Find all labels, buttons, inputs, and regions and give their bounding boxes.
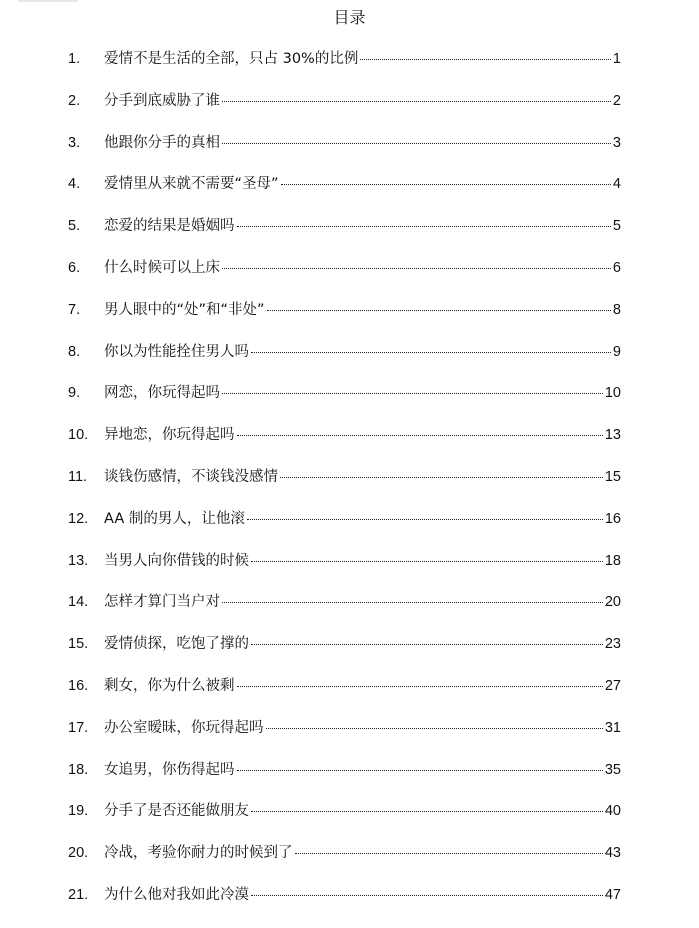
toc-dot-leader <box>222 268 611 269</box>
toc-entry-page-number: 13 <box>604 427 621 444</box>
toc-entry-title: 什么时候可以上床 <box>104 259 220 276</box>
toc-entry-number: 7. <box>68 301 81 318</box>
toc-entry-page-number: 16 <box>604 510 621 527</box>
toc-dot-leader <box>280 477 603 478</box>
toc-entry[interactable] <box>68 341 621 383</box>
toc-dot-leader <box>251 811 603 812</box>
toc-entry-number: 16. <box>68 677 89 694</box>
toc-entry[interactable] <box>68 382 621 424</box>
toc-dot-leader <box>222 143 611 144</box>
toc-dot-leader <box>237 770 603 771</box>
toc-entry-title: 剩女，你为什么被剩 <box>104 677 235 694</box>
toc-entry-page-number: 15 <box>604 468 621 485</box>
toc-entry-number: 8. <box>68 343 81 360</box>
toc-dot-leader <box>237 226 611 227</box>
toc-list <box>68 48 621 926</box>
toc-entry-number: 1. <box>68 51 81 67</box>
toc-entry-title: 为什么他对我如此冷漠 <box>104 886 249 903</box>
toc-entry-page-number: 20 <box>604 594 621 611</box>
toc-dot-leader <box>266 728 603 729</box>
toc-entry-page-number: 10 <box>604 385 621 402</box>
toc-entry[interactable] <box>68 884 621 926</box>
toc-entry-number: 17. <box>68 719 89 736</box>
toc-entry-title: 冷战，考验你耐力的时候到了 <box>104 845 293 862</box>
toc-entry-page-number: 4 <box>612 176 621 193</box>
toc-entry[interactable] <box>68 633 621 675</box>
toc-entry-number: 10. <box>68 427 89 444</box>
toc-entry-number: 4. <box>68 176 81 193</box>
toc-dot-leader <box>281 184 611 185</box>
toc-entry[interactable] <box>68 550 621 592</box>
toc-entry-page-number: 8 <box>612 301 621 318</box>
toc-entry[interactable] <box>68 591 621 633</box>
toc-dot-leader <box>360 59 611 60</box>
toc-entry[interactable] <box>68 257 621 299</box>
toc-entry-number: 2. <box>68 92 81 109</box>
toc-dot-leader <box>237 686 603 687</box>
toc-dot-leader <box>251 561 603 562</box>
toc-entry-page-number: 3 <box>612 134 621 151</box>
toc-dot-leader <box>222 393 603 394</box>
toc-entry-number: 15. <box>68 636 89 653</box>
toc-entry[interactable] <box>68 299 621 341</box>
toc-title: 目录 <box>333 8 366 27</box>
toc-entry-number: 6. <box>68 259 81 276</box>
toc-entry-page-number: 6 <box>612 259 621 276</box>
toc-entry-page-number: 9 <box>612 343 621 360</box>
toc-entry[interactable] <box>68 173 621 215</box>
toc-entry-number: 19. <box>68 803 89 820</box>
toc-entry[interactable] <box>68 466 621 508</box>
toc-entry-title: 网恋，你玩得起吗 <box>104 385 220 402</box>
toc-entry-page-number: 2 <box>612 92 621 109</box>
toc-entry-page-number: 40 <box>604 803 621 820</box>
toc-entry-title: 怎样才算门当户对 <box>104 594 220 611</box>
toc-entry-number: 3. <box>68 134 81 151</box>
toc-entry-number: 21. <box>68 886 89 903</box>
toc-entry-title: 谈钱伤感情，不谈钱没感情 <box>104 468 278 485</box>
toc-entry-page-number: 35 <box>604 761 621 778</box>
toc-entry-page-number: 43 <box>604 845 621 862</box>
toc-entry-title: 办公室暧昧，你玩得起吗 <box>104 719 264 736</box>
toc-entry[interactable] <box>68 132 621 174</box>
toc-entry-title: 分手了是否还能做朋友 <box>104 803 249 820</box>
toc-entry-page-number: 5 <box>612 218 621 235</box>
toc-entry-number: 5. <box>68 218 81 235</box>
toc-entry-page-number: 27 <box>604 677 621 694</box>
toc-entry-title: AA 制的男人，让他滚 <box>104 510 245 527</box>
toc-entry-number: 18. <box>68 761 89 778</box>
toc-dot-leader <box>247 519 603 520</box>
toc-entry-number: 9. <box>68 385 81 402</box>
toc-entry-page-number: 23 <box>604 636 621 653</box>
toc-dot-leader <box>222 602 603 603</box>
toc-entry[interactable] <box>68 48 621 90</box>
toc-entry-title: 爱情里从来就不需要“圣母” <box>104 176 279 193</box>
toc-entry[interactable] <box>68 759 621 801</box>
toc-entry-number: 20. <box>68 845 89 862</box>
toc-entry-number: 14. <box>68 594 89 611</box>
toc-entry[interactable] <box>68 842 621 884</box>
toc-entry-title: 爱情不是生活的全部，只占 30%的比例 <box>104 51 359 67</box>
toc-entry-title: 他跟你分手的真相 <box>104 134 220 151</box>
toc-entry[interactable] <box>68 215 621 257</box>
toc-entry-title: 女追男，你伤得起吗 <box>104 761 235 778</box>
toc-entry-number: 11. <box>68 468 88 485</box>
toc-entry-number: 13. <box>68 552 89 569</box>
toc-entry[interactable] <box>68 675 621 717</box>
toc-entry[interactable] <box>68 717 621 759</box>
toc-entry-title: 异地恋，你玩得起吗 <box>104 427 235 444</box>
toc-entry-title: 恋爱的结果是婚姻吗 <box>104 218 235 235</box>
toc-entry-number: 12. <box>68 510 89 527</box>
toc-entry-title: 男人眼中的“处”和“非处” <box>104 301 265 318</box>
toc-dot-leader <box>251 895 603 896</box>
toc-entry-page-number: 18 <box>604 552 621 569</box>
toc-dot-leader <box>295 853 603 854</box>
toc-dot-leader <box>222 101 611 102</box>
toc-entry-title: 当男人向你借钱的时候 <box>104 552 249 569</box>
toc-entry-page-number: 1 <box>612 51 621 67</box>
toc-entry[interactable] <box>68 90 621 132</box>
toc-entry-title: 分手到底威胁了谁 <box>104 92 220 109</box>
toc-entry[interactable] <box>68 800 621 842</box>
toc-dot-leader <box>267 310 611 311</box>
toc-entry-page-number: 47 <box>604 886 621 903</box>
toc-entry-title: 爱情侦探，吃饱了撑的 <box>104 636 249 653</box>
toc-dot-leader <box>237 435 603 436</box>
toc-dot-leader <box>251 352 611 353</box>
toc-entry[interactable] <box>68 508 621 550</box>
toc-entry[interactable] <box>68 424 621 466</box>
scan-mark <box>18 0 78 2</box>
toc-entry-title: 你以为性能拴住男人吗 <box>104 343 249 360</box>
toc-entry-page-number: 31 <box>604 719 621 736</box>
toc-dot-leader <box>251 644 603 645</box>
